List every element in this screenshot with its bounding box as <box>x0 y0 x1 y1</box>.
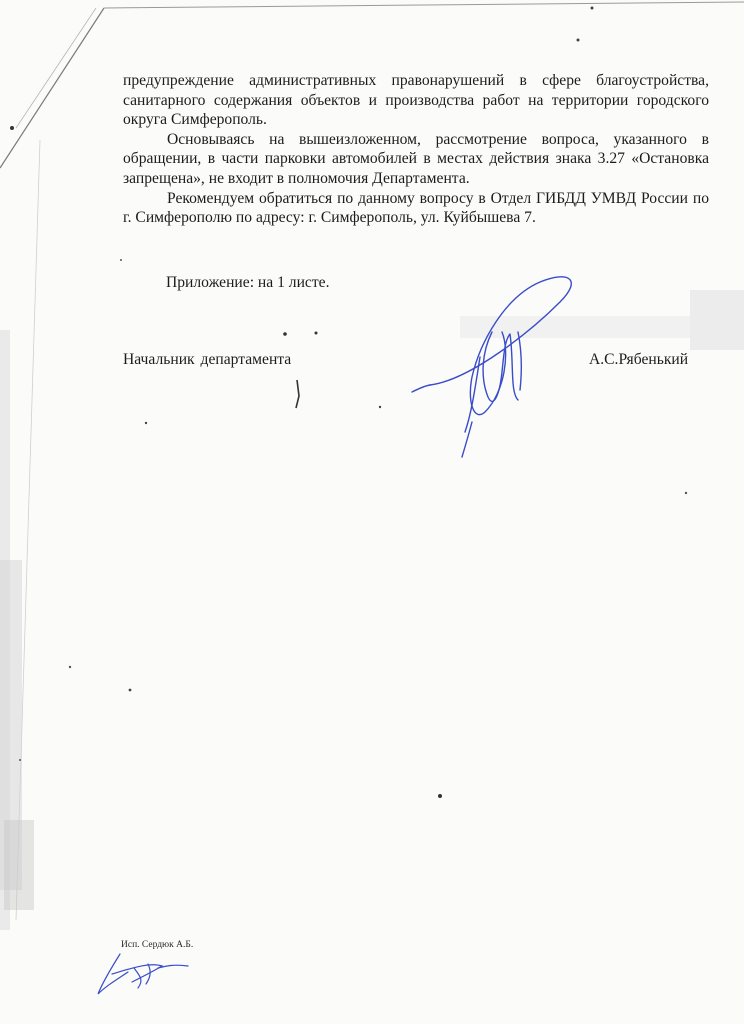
handwritten-signature <box>410 272 585 462</box>
signatory-position: Начальник департамента <box>123 351 292 368</box>
paragraph-recommendation: Рекомендуем обратиться по данному вопросу в Отдел ГИБДД УМВД России по г. Симферополю по адресу: г. Симферополь, ул. Куйбышева 7. <box>123 189 709 227</box>
letter-body <box>123 71 709 228</box>
signatory-name: А.С.Рябенький <box>589 351 689 368</box>
paragraph-continuation: предупреждение административных правонарушений в сфере благоустройства, санитарного содержания объектов и производства работ на территории городского округа Симферополь. <box>123 72 709 129</box>
paragraph-competence: Основываясь на вышеизложенном, рассмотрение вопроса, указанного в обращении, в части парковки автомобилей в местах действия знака 3.27 «Остановка запрещена», не входит в полномочия Департамента. <box>123 130 709 187</box>
attachment-note: Приложение: на 1 листе. <box>166 274 330 291</box>
executor-signature <box>92 950 192 1000</box>
executor-note: Исп. Сердюк А.Б. <box>121 940 194 950</box>
